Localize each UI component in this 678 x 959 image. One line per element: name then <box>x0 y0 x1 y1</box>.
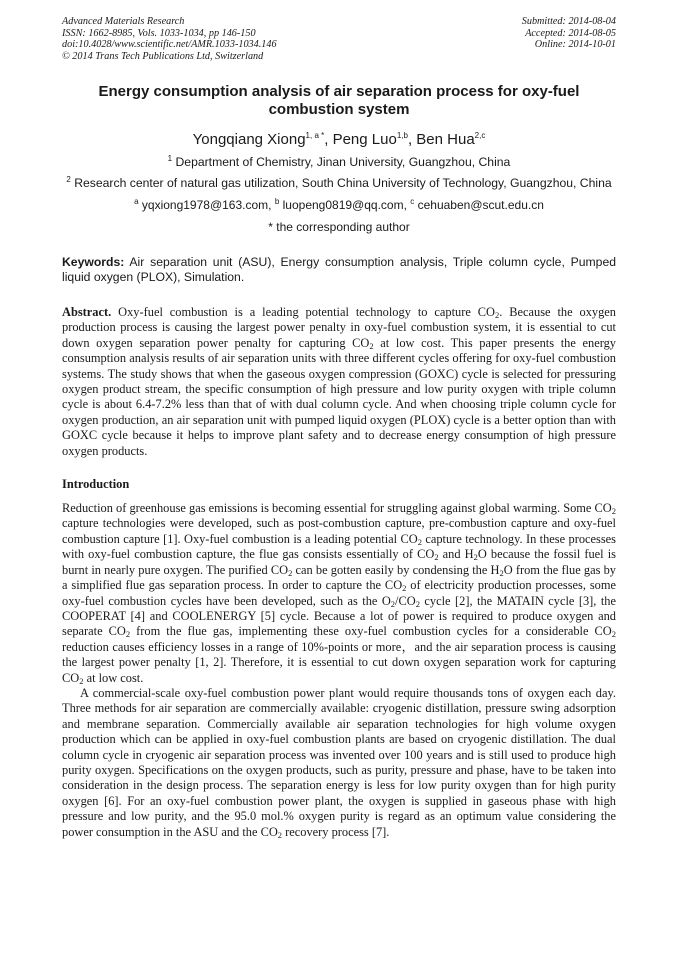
author-name: Ben Hua <box>416 131 475 148</box>
accepted-date: Accepted: 2014-08-05 <box>525 27 616 39</box>
email-link[interactable]: yqxiong1978@163.com, <box>141 198 272 212</box>
header-right <box>522 16 616 51</box>
affiliation-text: Research center of natural gas utilization, South China University of Technology, Guangzhou, China <box>74 176 612 190</box>
author-sup: 1,b <box>396 131 408 140</box>
subscript: 2 <box>415 598 420 609</box>
paragraph-text: Reduction of greenhouse gas emissions is becoming essential for struggling against global warming. Some CO <box>62 501 612 516</box>
affiliation-sup: 2 <box>66 174 71 184</box>
submitted-date: Submitted: 2014-08-04 <box>521 16 616 27</box>
paragraph-text: of electricity production processes, some oxy-fuel combustion cycles have been developed, such as the O <box>62 578 616 608</box>
subscript: 2 <box>125 629 131 640</box>
paragraph-text: O from the flue gas by a simplified flue gas separation process. In order to capture the CO <box>62 562 616 593</box>
online-date: Online: 2014-10-01 <box>534 39 616 51</box>
paragraph-text: from the flue gas, implementing these oxy-fuel combustion cycles for a considerable CO <box>130 624 612 639</box>
subscript: 2 <box>611 506 616 517</box>
paragraph-text: can be gotten easily by condensing the H <box>292 562 500 577</box>
paragraph-text: A commercial-scale oxy-fuel combustion power plant would require thousands tons of oxygen each day. Three methods for air separation are commercially available: cryogenic distillation, pressure swing adsorption and membrane separation. Commercially available air separation technologies for high volume oxygen production which can be applied in oxy-fuel combustion plants are based on cryogenic distillation. The dual column cycle in cryogenic air separation process was invented over 100 years and is still used to produce high purity oxygen. Specifications on the oxygen products, such as purity, pressure and phase, have to be taken into consideration in the design process. The separation energy is less for low purity oxygen than for high purity oxygen [6]. For an oxy-fuel combustion power plant, the oxygen is supplied in gaseous phase with high pressure and low purity, and the 95.0 mol.% oxygen purity is regard as an optimum value considering the power consumption in the ASU and the CO <box>62 685 616 839</box>
email-link[interactable]: cehuaben@scut.edu.cn <box>417 198 544 212</box>
header-left <box>62 16 277 62</box>
subscript: 2 <box>473 552 478 563</box>
copyright-line: © 2014 Trans Tech Publications Ltd, Switzerland <box>62 50 264 62</box>
abstract-label: Abstract. <box>62 305 112 319</box>
author-sup: 1, a * <box>305 131 325 140</box>
paragraph-text: cycle [2], the MATAIN cycle [3], the COOPERAT [4] and COOLENERGY [5] cycle. Because a lot of power is required to produce oxygen and separate CO <box>62 593 616 639</box>
introduction-heading: Introduction <box>62 477 130 492</box>
subscript: 2 <box>417 536 422 547</box>
subscript: 2 <box>277 829 283 840</box>
subscript: 2 <box>288 567 293 578</box>
paragraph-text: and H <box>438 547 474 562</box>
paragraph-text: /CO <box>395 593 416 608</box>
paragraph-text: recovery process [7]. <box>282 824 390 839</box>
email-list <box>62 198 616 213</box>
email-link[interactable]: luopeng0819@qq.com, <box>282 198 407 212</box>
email-sup: c <box>410 197 415 206</box>
paragraph-text: at low cost. <box>83 670 144 685</box>
subscript: 2 <box>434 552 439 563</box>
keywords-label: Keywords: <box>62 255 125 269</box>
introduction-paragraph-2 <box>62 686 616 840</box>
email-sup: a <box>134 197 139 206</box>
subscript: 2 <box>79 675 84 686</box>
affiliation-sup: 1 <box>167 153 173 163</box>
subscript: 2 <box>494 310 500 320</box>
author-name: Yongqiang Xiong <box>192 131 306 148</box>
affiliation-text: Department of Chemistry, Jinan University, Guangzhou, China <box>175 155 511 169</box>
subscript: 2 <box>402 583 407 594</box>
email-sup: b <box>274 197 280 206</box>
abstract-text-1: Oxy-fuel combustion is a leading potential technology to capture CO <box>118 305 495 319</box>
abstract-text-2: . Because the oxygen production process is causing the largest power penalty in oxy-fuel combustion system, it is essential to cut down oxygen separation power penalty for capturing CO <box>62 305 616 350</box>
paragraph-text: O because the fossil fuel is burnt in nearly pure oxygen. The purified CO <box>62 547 616 577</box>
paper-title: Energy consumption analysis of air separation process for oxy-fuel combustion system <box>98 83 580 118</box>
keywords-block <box>62 255 616 285</box>
paragraph-text: reduction causes efficiency losses in a range of 10%-points or more，and the air separation process is causing the largest power penalty [1, 2]. Therefore, it is essential to cut down oxygen separation work for capturing CO <box>62 639 616 685</box>
paragraph-text: capture technologies were developed, such as post-combustion capture, pre-combustion capture and oxy-fuel combustion capture [1]. Oxy-fuel combustion is a leading potential CO <box>62 516 616 546</box>
author-sup: 2,c <box>474 131 486 140</box>
keywords-text: Air separation unit (ASU), Energy consumption analysis, Triple column cycle, Pumped liquid oxygen (PLOX), Simulation. <box>62 255 616 284</box>
paper-content <box>62 83 616 840</box>
affiliation-1 <box>62 155 616 170</box>
doi-line[interactable]: doi:10.4028/www.scientific.net/AMR.1033-1034.146 <box>62 39 277 51</box>
author-name: Peng Luo <box>332 131 397 148</box>
issn-line: ISSN: 1662-8985, Vols. 1033-1034, pp 146-150 <box>62 27 256 39</box>
paragraph-text: capture technology. In these processes with oxy-fuel combustion capture, the flue gas consists essentially of CO <box>62 531 616 562</box>
subscript: 2 <box>390 598 396 609</box>
corresponding-author-note: * the corresponding author <box>268 220 410 234</box>
introduction-paragraph-1 <box>62 501 616 686</box>
author-list: Yongqiang Xiong$^{1, a *}$, Peng Luo$^{1,b}$, Ben Hua$^{2,c}$ <box>192 131 486 148</box>
subscript: 2 <box>369 340 374 351</box>
subscript: 2 <box>611 629 616 640</box>
journal-name: Advanced Materials Research <box>62 16 185 27</box>
subscript: 2 <box>499 567 504 578</box>
abstract-block <box>62 305 616 459</box>
affiliation-2 <box>62 176 616 191</box>
abstract-text-3: at low cost. This paper presents the energy consumption analysis results of air separation units with three different cycles offering for oxy-fuel combustion systems. The study shows that when the gaseous oxygen compression (GOXC) cycle is selected for pressuring oxygen product stream, the specific consumption of high pressure and low purity oxygen with triple column cycle is about 6.4-7.2% less than that of with dual column cycle. And when choosing triple column cycle for oxygen production, an air separation unit with pumped liquid oxygen (PLOX) cycle is a better option than with GOXC cycle because it helps to improve plant safety and to decrease energy consumption of high pressure oxygen products. <box>62 335 616 458</box>
